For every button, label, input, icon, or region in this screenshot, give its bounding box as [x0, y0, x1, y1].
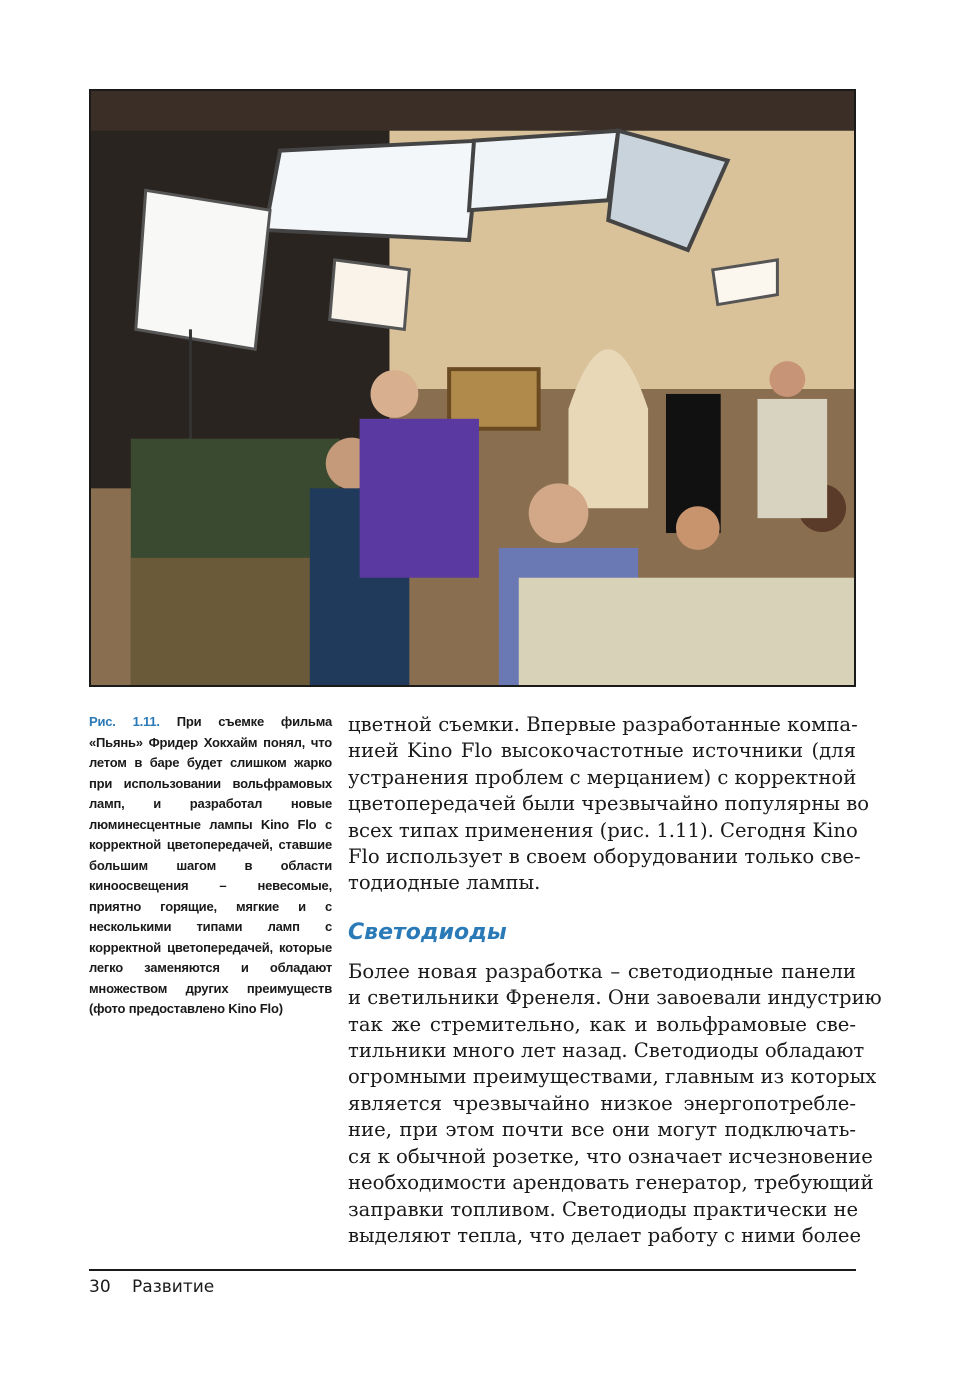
- text-line: выделяют тепла, что делает работу с ними более: [348, 1223, 862, 1247]
- text-line: цветопередачей были чрезвычайно популярны во: [348, 792, 870, 816]
- running-section-title: Развитие: [132, 1277, 215, 1297]
- page-footer: [89, 1277, 214, 1297]
- text-line: тильники много лет назад. Светодиоды обладают: [348, 1039, 865, 1063]
- section-heading: Светодиоды: [348, 919, 507, 945]
- text-line: нией Kino Flo высокочастотные источники (для: [348, 739, 856, 763]
- film-set-photo: [91, 91, 854, 685]
- caption-text: При съемке фильма «Пьянь» Фридер Хокхайм понял, что летом в баре будет слишком жарко при использовании вольфрамовых ламп, и разработал новые люминесцентные лампы Kino Flo с корректной цветопередачей, ставшие большим шагом в области кинoосвещения – невесомые, приятно горящие, мягкие и с несколькими типами ламп с корректной цветопередачей, которые легко заменяются и обладают множеством других преимуществ (фото предоставлено Kino Flo): [89, 714, 332, 1016]
- page-number: 30: [89, 1277, 111, 1297]
- figure-photo: [89, 89, 856, 687]
- text-line: так же стремительно, как и вольфрамовые све-: [348, 1012, 856, 1036]
- text-line: ся к обычной розетке, что означает исчезновение: [348, 1144, 873, 1168]
- text-line: и светильники Френеля. Они завоевали индустрию: [348, 986, 882, 1010]
- text-line: тодиодные лампы.: [348, 871, 541, 895]
- footer-rule: [89, 1269, 856, 1271]
- text-line: цветной съемки. Впервые разработанные компа-: [348, 713, 858, 736]
- text-line: огромными преимуществами, главным из которых: [348, 1065, 877, 1089]
- text-line: ние, при этом почти все они могут подключать-: [348, 1118, 856, 1142]
- text-line: является чрезвычайно низкое энергопотребле-: [348, 1091, 856, 1115]
- main-text-column: [348, 712, 882, 1249]
- text-line: необходимости арендовать генератор, требующий: [348, 1171, 874, 1195]
- text-line: Flo использует в своем оборудовании только све-: [348, 845, 861, 869]
- paragraph-2: [348, 959, 882, 1249]
- figure-caption: [89, 712, 332, 1020]
- text-line: устранения проблем с мерцанием) с корректной: [348, 765, 857, 789]
- text-line: заправки топливом. Светодиоды практически не: [348, 1197, 859, 1221]
- caption-label: Рис. 1.11.: [89, 714, 160, 729]
- text-line: всех типах применения (рис. 1.11). Сегодня Kino: [348, 818, 858, 842]
- text-line: Более новая разработка – светодиодные панели: [348, 959, 856, 983]
- paragraph-1: [348, 712, 870, 897]
